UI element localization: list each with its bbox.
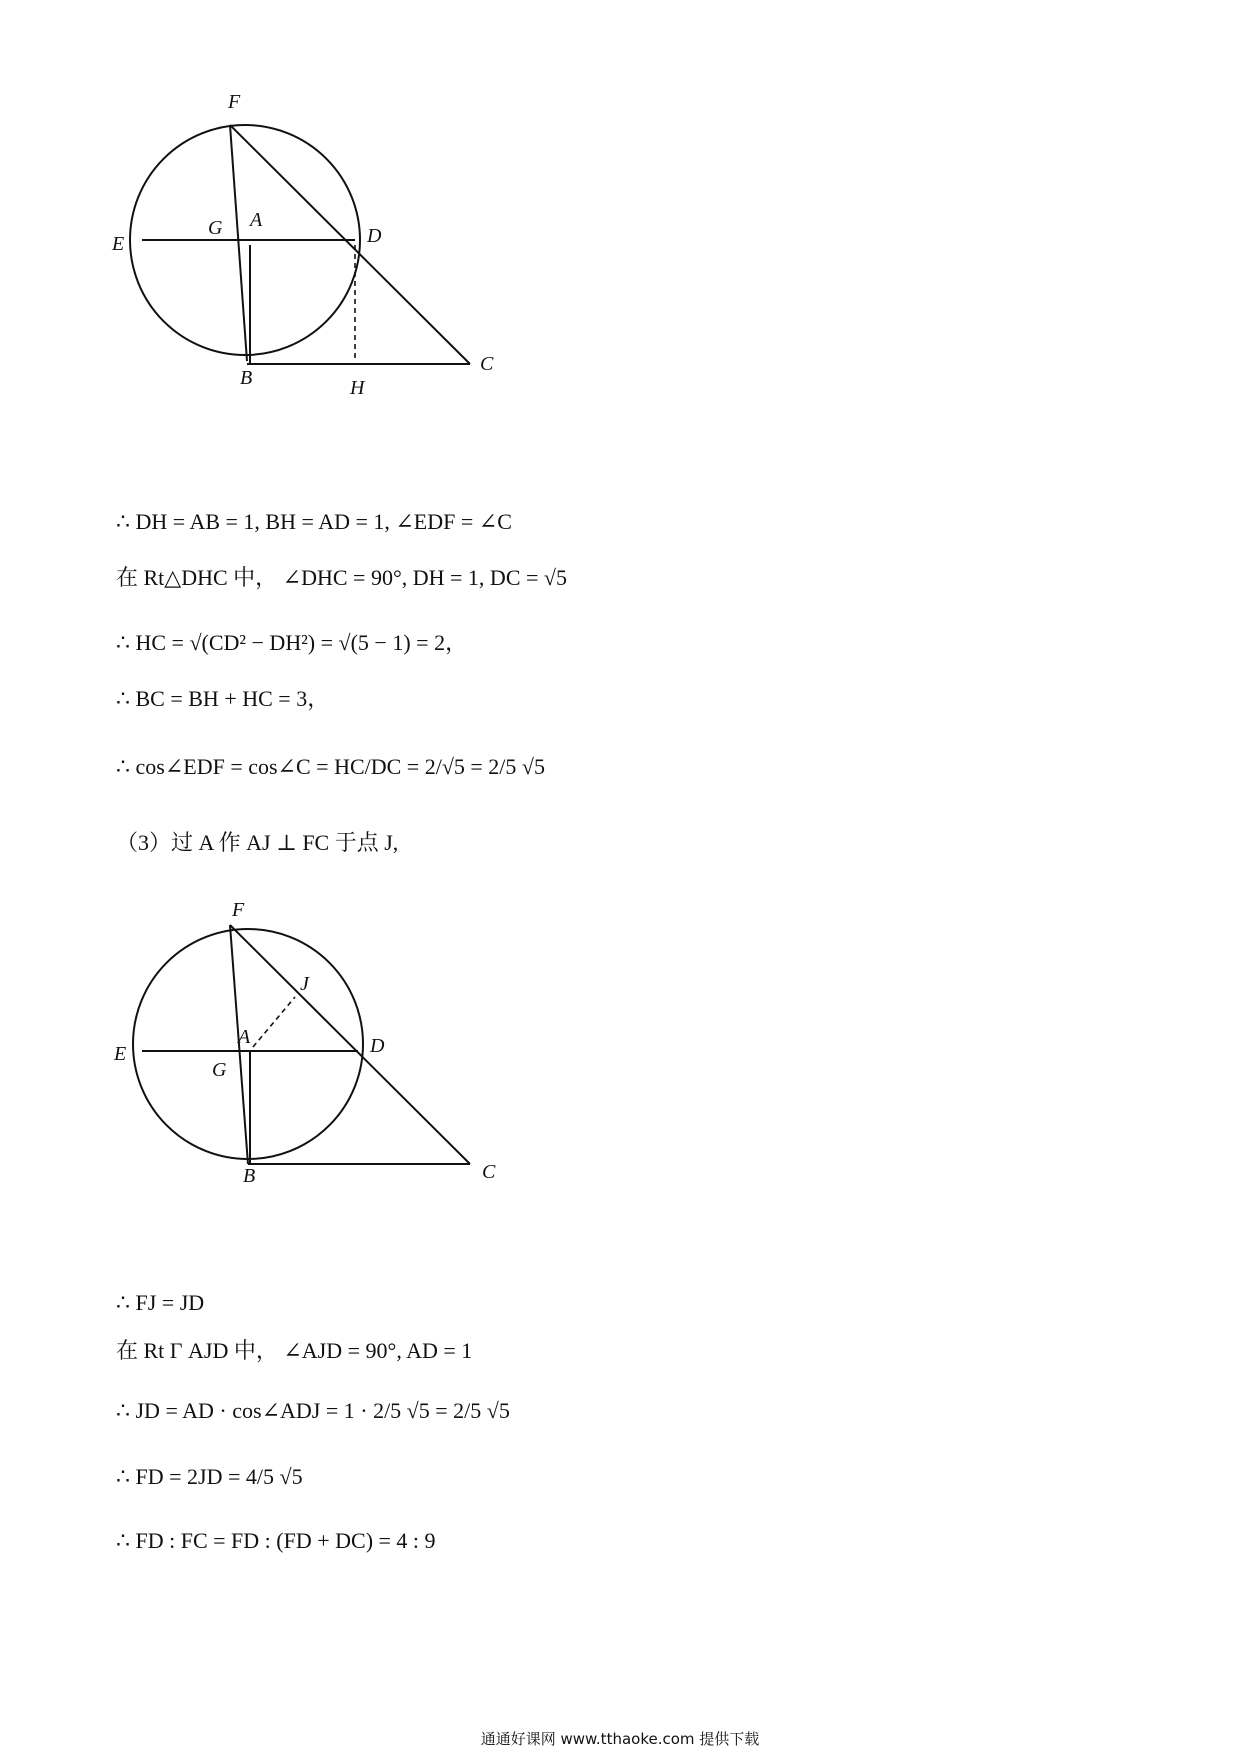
line-fc xyxy=(230,925,470,1164)
line-fc xyxy=(230,125,470,364)
label-g: G xyxy=(208,217,223,239)
step-8 xyxy=(116,1340,472,1362)
label-e: E xyxy=(112,233,125,255)
step-6-text: （3）过 A 作 AJ ⊥ FC 于点 J, xyxy=(116,830,399,855)
label-b: B xyxy=(240,367,253,389)
label-c: C xyxy=(480,353,494,375)
label-a: A xyxy=(238,1026,251,1048)
step-6 xyxy=(116,832,398,854)
step-3 xyxy=(116,632,467,654)
step-4 xyxy=(116,688,329,710)
step-2-text: 在 Rt△DHC 中， ∠DHC = 90°, DH = 1, DC = √5 xyxy=(116,565,567,590)
label-f: F xyxy=(228,91,241,113)
step-11-text: ∴ FD : FC = FD : (FD + DC) = 4 : 9 xyxy=(116,1528,436,1553)
label-e: E xyxy=(114,1043,127,1065)
step-5 xyxy=(116,756,545,778)
step-7-text: ∴ FJ = JD xyxy=(116,1290,205,1315)
step-1-text: ∴ DH = AB = 1, BH = AD = 1, ∠EDF = ∠C xyxy=(116,509,512,534)
label-f: F xyxy=(232,899,245,921)
step-3-text: ∴ HC = √(CD² − DH²) = √(5 − 1) = 2， xyxy=(116,630,468,655)
label-j: J xyxy=(300,973,309,995)
geometry-figure-2 xyxy=(100,880,520,1220)
label-b: B xyxy=(243,1165,256,1187)
step-9-text: ∴ JD = AD · cos∠ADJ = 1 · 2/5 √5 = 2/5 √5 xyxy=(116,1398,510,1423)
step-11 xyxy=(116,1530,436,1552)
label-d: D xyxy=(367,225,382,247)
step-1 xyxy=(116,511,512,533)
label-d: D xyxy=(370,1035,385,1057)
page-footer: 通通好课网 www.tthaoke.com 提供下载 xyxy=(480,1730,760,1748)
geometry-figure-1 xyxy=(100,80,520,420)
step-9 xyxy=(116,1400,510,1422)
label-g: G xyxy=(212,1059,227,1081)
step-7 xyxy=(116,1292,204,1314)
step-8-text: 在 Rt Γ AJD 中， ∠AJD = 90°, AD = 1 xyxy=(116,1338,473,1363)
dashed-aj xyxy=(253,997,295,1047)
label-a: A xyxy=(250,209,263,231)
step-10 xyxy=(116,1466,303,1488)
label-c: C xyxy=(482,1161,496,1183)
step-4-text: ∴ BC = BH + HC = 3， xyxy=(116,686,330,711)
diameter-fb xyxy=(230,125,247,361)
step-5-text: ∴ cos∠EDF = cos∠C = HC/DC = 2/√5 = 2/5 √5 xyxy=(116,754,545,779)
step-2 xyxy=(116,567,567,589)
label-h: H xyxy=(350,377,365,399)
step-10-text: ∴ FD = 2JD = 4/5 √5 xyxy=(116,1464,303,1489)
